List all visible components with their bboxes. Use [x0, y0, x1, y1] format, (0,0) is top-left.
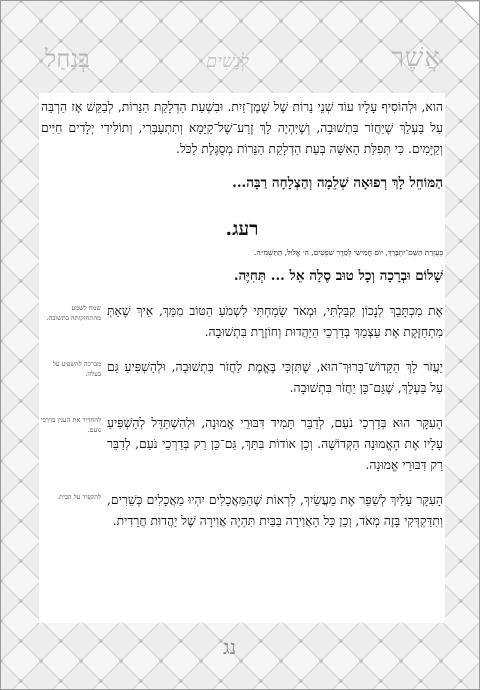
section-text: הָעִקָּר עָלַיִךְ לְשַׁפֵּר אֶת מַעֲשַׂיִךְ, לִרְאוֹת שֶׁהַמַּאֲכָלִים יִהְיוּ מַאֲכָלִים כְּשֵׁרִים, וְתִדַּקְדְּקִי בָּזֶה מְאֹד, וְכֵן כָּל הָאֲוִירָה בַּבַּיִת תִּהְיֶה אֲוִירָה שֶׁל יַהֲדוּת חֲרֵדִית.	[107, 493, 443, 528]
intro-paragraph: הוא, וּלְהוֹסִיף עָלָיו עוֹד שְׁנֵי נֵרוֹת שֶׁל שֶׁמֶן־זַיִת. וּבִשְׁעַת הַדְלָקַת הַנֵּרוֹת, לְבַקֵּשׁ אָז הַרְבֵּה עַל בַּעְלֵךְ שֶׁיַּחֲזֹר בִּתְשׁוּבָה, וְשֶׁיִּהְיֶה לָךְ זֶרַע־שֶׁל־קַיָּמָא וְתִתְעַבְּרִי, וְתוֹלִידִי יְלָדִים חַיִּים וְקַיָּמִים. כִּי תְּפִלַּת הָאִשָּׁה בְּעֵת הַדְלָקַת הַנֵּרוֹת מְסֻגֶּלֶת לַכֹּל.	[41, 100, 443, 156]
letter-dateline: בְּעֶזְרַת הַשֵּׁם־יִתְבָּרַךְ, יוֹם חֲמִישִׁי לְסֵדֶר שֹׁפְטִים, ה׳ אֱלוּל, הַתַּשְׁמ״ה.	[254, 248, 443, 257]
page-number: נג	[223, 635, 237, 659]
header-title-middle: לְנָשִׁים	[206, 51, 249, 72]
margin-note: שמח לשמע מהתחזקותה בתשובה.	[46, 304, 101, 322]
margin-note: מברכה להשפיע על בעלה.	[52, 360, 101, 378]
header-title-right: אֲשֶׁר	[391, 43, 441, 73]
section-text: יַעֲזֹר לָךְ הַקָּדוֹשׁ־בָּרוּךְ־הוּא, שֶׁתִּזְכִּי בֶּאֱמֶת לַחֲזֹר בִּתְשׁוּבָה, וּלְהַשְׁפִּיעַ גַּם עַל בַּעְלֵךְ, שֶׁגַּם־כֵּן יַחֲזֹר בִּתְשׁוּבָה.	[107, 360, 443, 395]
letter-section	[41, 490, 443, 532]
letter-section	[41, 357, 443, 399]
section-text: הָעִקָּר הוּא בְּדַרְכֵי נֹעַם, לְדַבֵּר תָּמִיד דִּבּוּרֵי אֱמוּנָה, וּלְהִשְׁתַּדֵּל לְהַשְׁפִּיעַ עָלָיו אֶת הָאֱמוּנָה הַקְּדוֹשָׁה. וְכֵן אוֹדוֹת בִּתֵּךְ, גַּם־כֵּן רַק בְּדַרְכֵי נֹעַם, לְדַבֵּר רַק דִּבּוּרֵי אֱמוּנָה.	[107, 416, 443, 472]
margin-note: להקפיד על הבית.	[57, 493, 101, 501]
closing-blessing: הַמּוֹחֵל לָךְ רְפוּאָה שְׁלֵמָה וְהַצְלָחָה רַבָּה...	[232, 175, 443, 191]
letter-greeting: שָׁלוֹם וּבְרָכָה וְכָל טוּב סֶלָה אֵל ... תְּחִיֶּה.	[233, 268, 443, 284]
letter-section	[41, 413, 443, 476]
section-text: אֶת מִכְתָּבֵךְ לְנָכוֹן קִבַּלְתִּי, וּמְאֹד שָׂמַחְתִּי לִשְׁמֹעַ הַטּוֹב מִמֵּךְ, אֵיךְ שֶׁאַתְּ מִתְחַזֶּקֶת אֶת עַצְמֵךְ בְּדַרְכֵי הַיַּהֲדוּת וְחוֹזֶרֶת בִּתְשׁוּבָה.	[107, 304, 443, 339]
margin-note: להחדיר את הענין בדרכי נועם.	[41, 416, 101, 434]
page-content	[41, 97, 443, 546]
page-header	[1, 31, 480, 91]
letter-section	[41, 301, 443, 343]
page-footer	[1, 629, 480, 669]
header-title-left: בְּנַחַל	[45, 45, 90, 73]
letter-number-title: רעג.	[225, 218, 259, 240]
